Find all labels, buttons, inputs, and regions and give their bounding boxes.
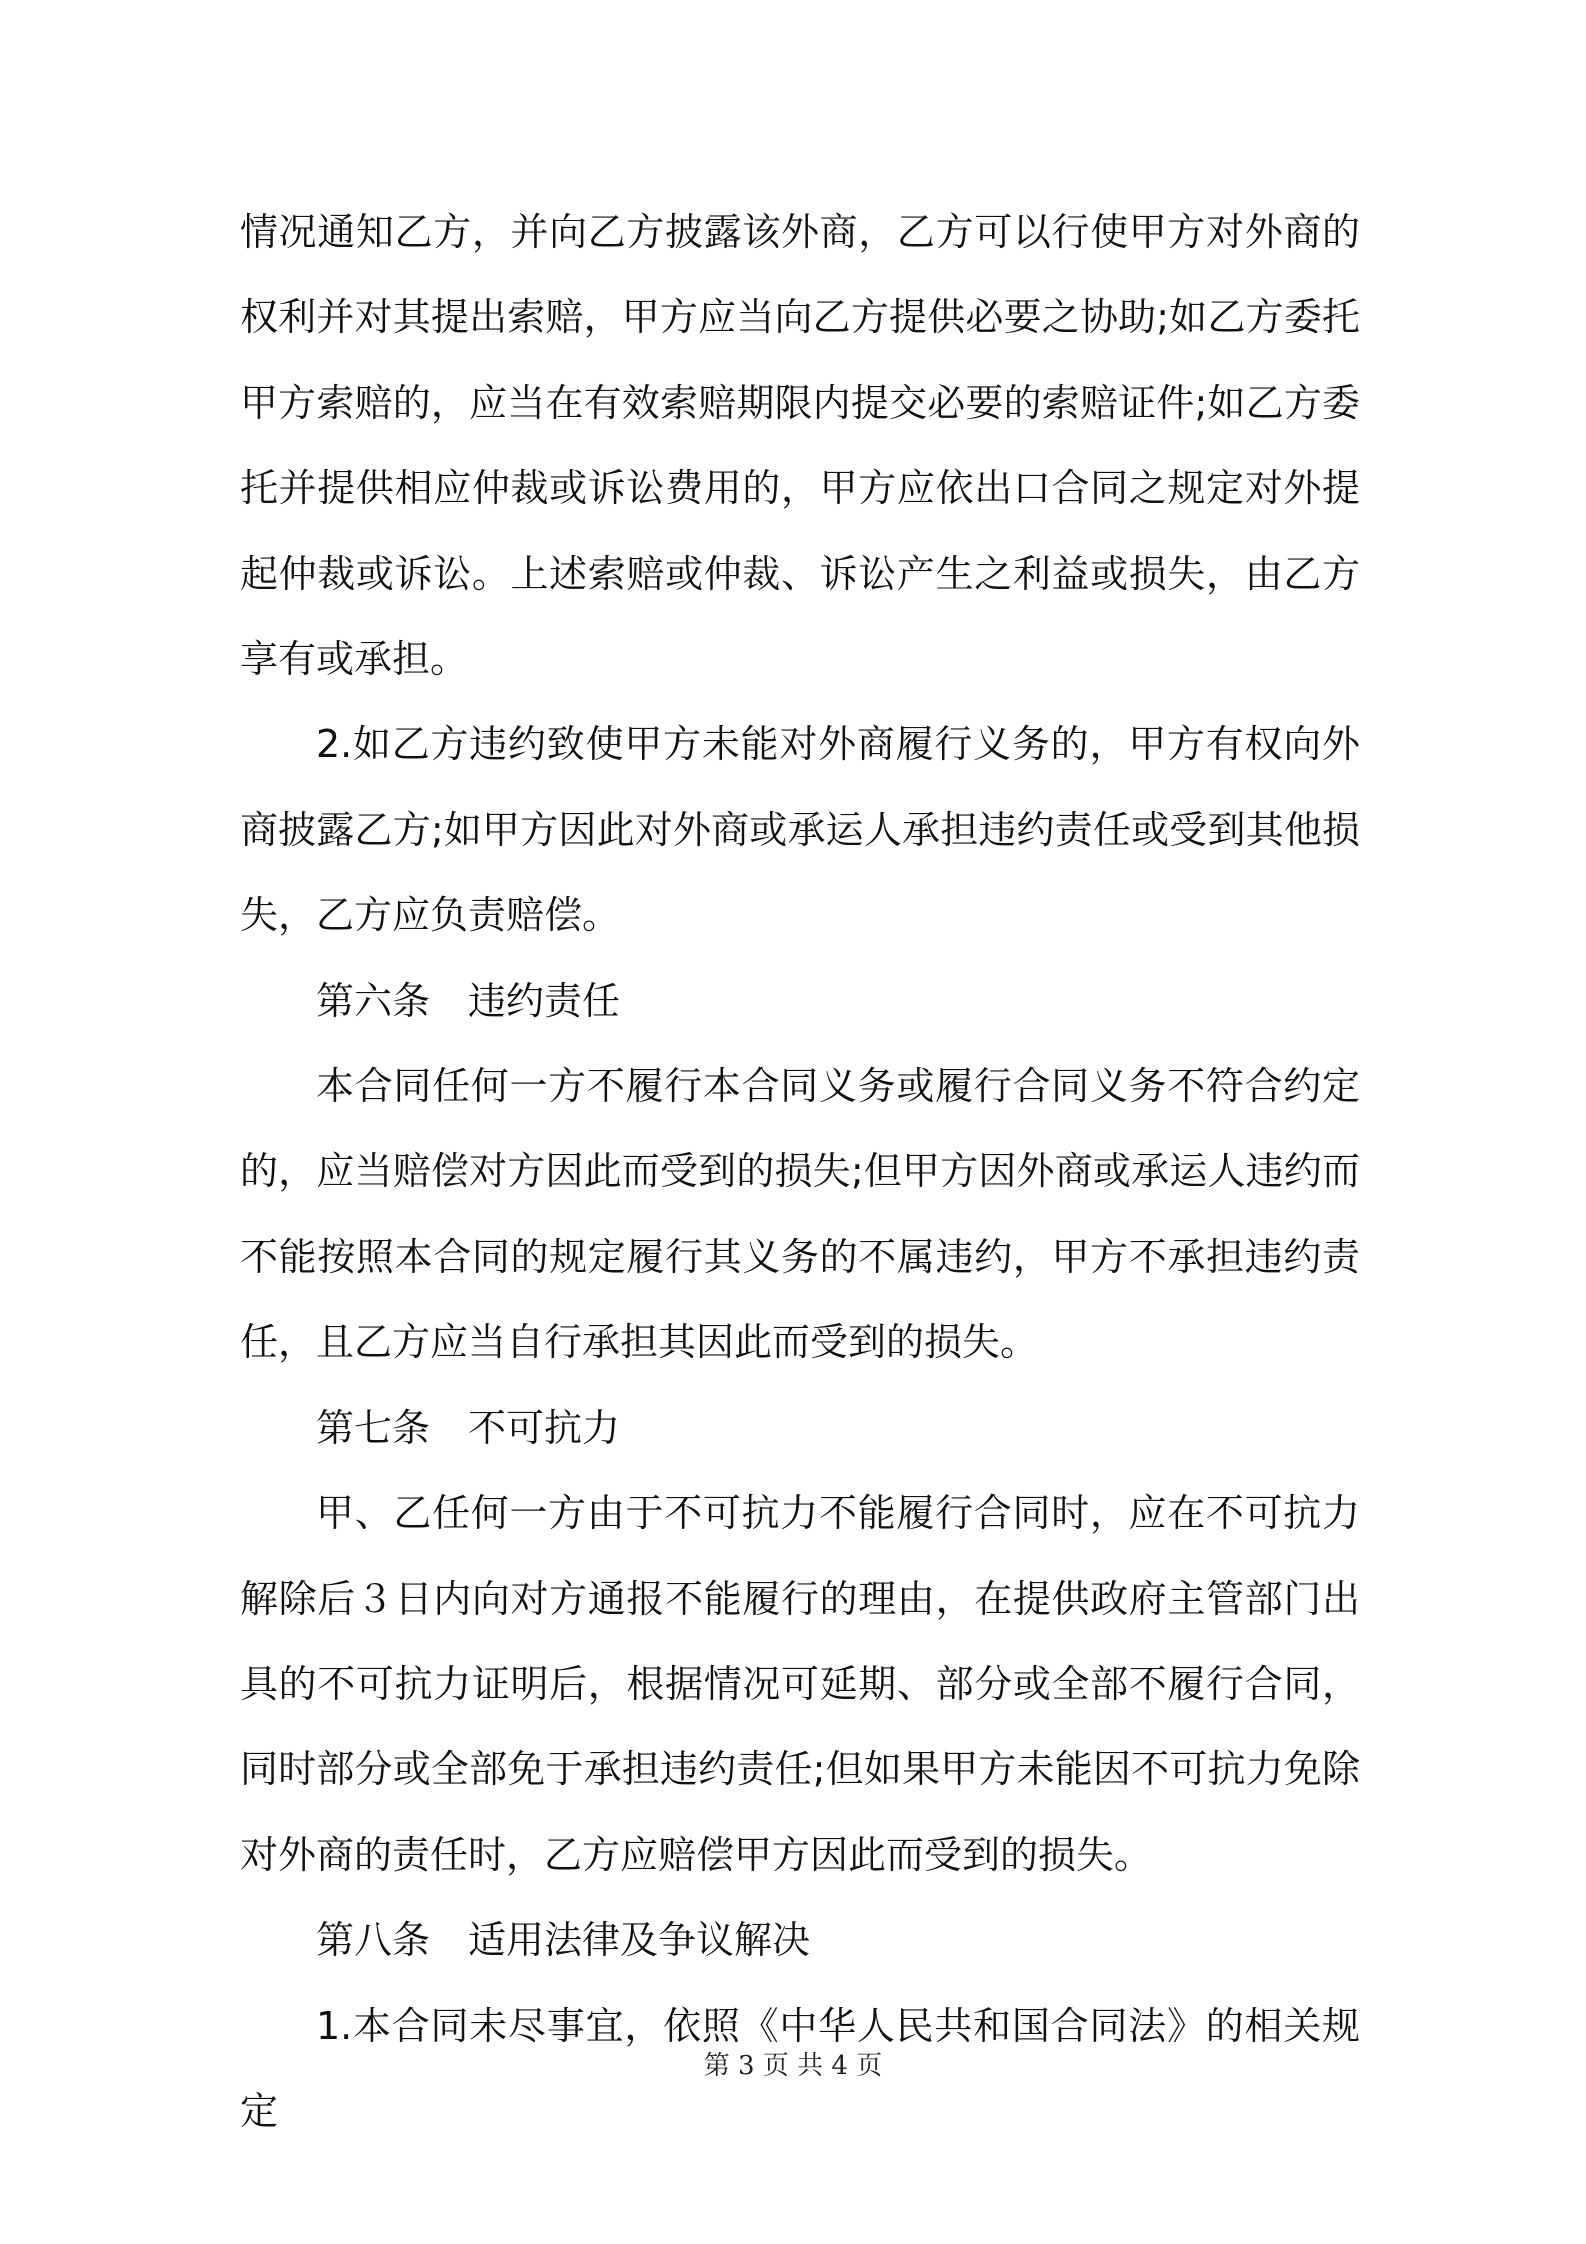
- paragraph-force-majeure: 甲、乙任何一方由于不可抗力不能履行合同时，应在不可抗力解除后３日内向对方通报不能履行的理由，在提供政府主管部门出具的不可抗力证明后，根据情况可延期、部分或全部不履行合同，同时部分或全部免于承担违约责任;但如果甲方未能因不可抗力免除对外商的责任时，乙方应赔偿甲方因此而受到的损失。: [240, 1491, 1360, 1877]
- page-number-footer: 第 3 页 共 4 页: [703, 2051, 883, 2081]
- heading-article-7: 第七条 不可抗力: [316, 1405, 621, 1450]
- heading-article-8: 第八条 适用法律及争议解决: [316, 1918, 811, 1963]
- paragraph-notify-claims: 情况通知乙方，并向乙方披露该外商，乙方可以行使甲方对外商的权利并对其提出索赔，甲方应当向乙方提供必要之协助;如乙方委托甲方索赔的，应当在有效索赔期限内提交必要的索赔证件;如乙方委托并提供相应仲裁或诉讼费用的，甲方应依出口合同之规定对外提起仲裁或诉讼。上述索赔或仲裁、诉讼产生之利益或损失，由乙方享有或承担。: [240, 210, 1360, 682]
- paragraph-liability: 本合同任何一方不履行本合同义务或履行合同义务不符合约定的，应当赔偿对方因此而受到的损失;但甲方因外商或承运人违约而不能按照本合同的规定履行其义务的不属违约，甲方不承担违约责任，且乙方应当自行承担其因此而受到的损失。: [240, 1064, 1360, 1365]
- paragraph-clause-2: 2.如乙方违约致使甲方未能对外商履行义务的，甲方有权向外商披露乙方;如甲方因此对外商或承运人承担违约责任或受到其他损失，乙方应负责赔偿。: [240, 722, 1360, 938]
- document-body: [240, 190, 1360, 2154]
- paragraph-applicable-law: 1.本合同未尽事宜，依照《中华人民共和国合同法》的相关规定: [240, 2003, 1360, 2133]
- heading-article-6: 第六条 违约责任: [316, 978, 621, 1023]
